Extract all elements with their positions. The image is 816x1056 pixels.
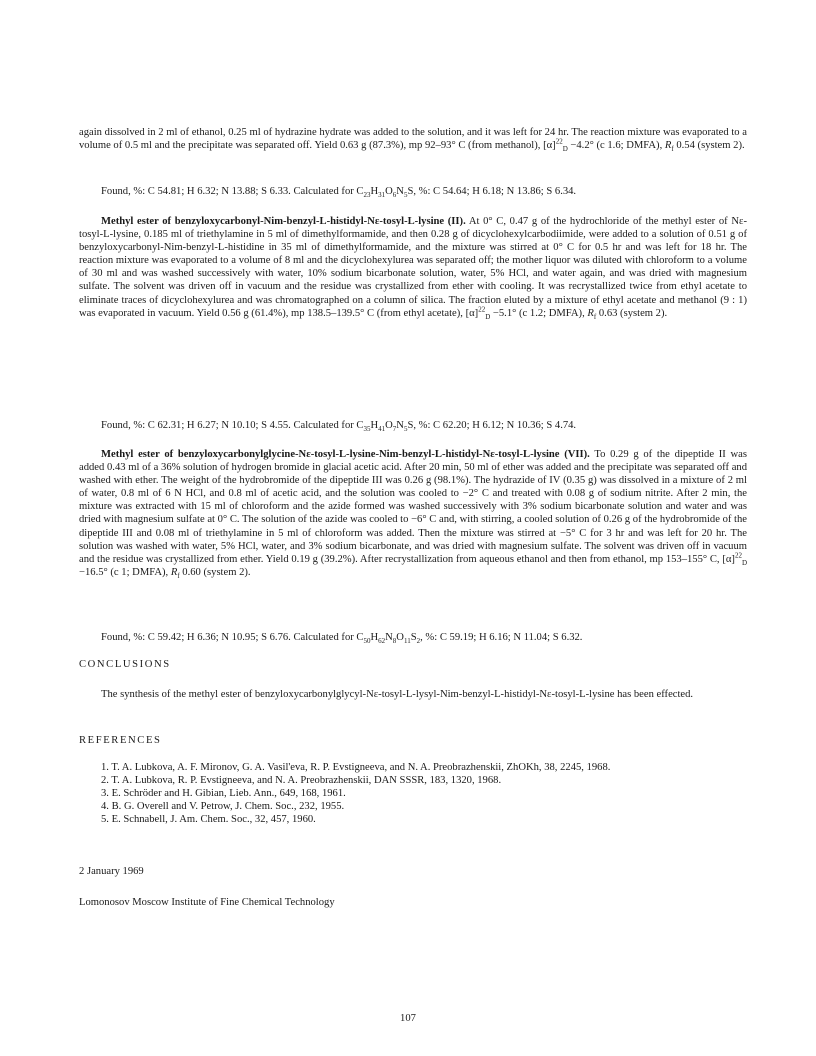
formula-subscript: 7 [392, 425, 397, 434]
formula-element: O [385, 420, 393, 431]
paragraph-text: 0.63 (system 2). [596, 307, 668, 319]
paragraph-text: −5.1° (c 1.2; DMFA), [490, 307, 588, 319]
formula-subscript: 8 [392, 637, 397, 646]
formula-element: N [396, 420, 404, 431]
formula-element: N [396, 186, 404, 197]
paragraph-text: again dissolved in 2 ml of ethanol, 0.25 ml of hydrazine hydrate was added to the solution, and it was left for 24 hr. The reaction mixture was evaporated to a volume of 0.5 ml and the precipitate was separated off. Yield 0.63 g (87.3%), mp 92–93° C (from methanol), [α] [79, 127, 747, 152]
formula-element: H [370, 186, 379, 197]
institution-text: Lomonosov Moscow Institute of Fine Chemical Technology [79, 897, 335, 908]
formula-subscript: 23 [363, 191, 371, 200]
rf-subscript: f [177, 571, 180, 580]
page-number: 107 [400, 1013, 416, 1024]
formula-element: H [370, 420, 379, 431]
section-heading: REFERENCES [79, 735, 162, 746]
rotation-temp: 22 [478, 305, 486, 314]
compound-heading: Methyl ester of benzyloxycarbonylglycine-Nε-tosyl-L-lysine-Nim-benzyl-L-histidyl-Nε-tosyl-L-lysine (VII). [101, 449, 590, 460]
rf-symbol: R [587, 307, 594, 319]
analysis-text: S, %: C 54.64; H 6.18; N 13.86; S 6.34. [407, 186, 577, 197]
paragraph-text: −4.2° (c 1.6; DMFA), [567, 140, 665, 152]
experiment-compound-ii [79, 215, 747, 320]
rotation-line: D [562, 145, 568, 154]
formula-subscript: 2 [416, 637, 421, 646]
paragraph-text: To 0.29 g of the dipeptide II was added 0.43 ml of a 36% solution of hydrogen bromide in glacial acetic acid. After 20 min, 50 ml of ether was added and the precipitate was separated off and washed with ether. The weight of the hydrobromide of the dipeptide III was 0.26 g (98.1%). The hydrazide of IV (0.35 g) was dissolved in a mixture of 2 ml of water, 0.8 ml of 6 N HCl, and 0.8 ml of acetic acid, and the solution was cooled to −2° C and treated with 0.08 g of sodium nitrite. After 2 min, the mixture was extracted with 15 ml of chloroform and the azide formed was washed successively with 3% sodium bicarbonate solution and water and was dried with magnesium sulfate at 0° C. The solution of the azide was cooled to −6° C and, with stirring, a cooled solution of 0.26 g of the hydrobromide of the dipeptide III and 0.08 ml of triethylamine in 5 ml of chloroform was added. Then the mixture was stirred at −5° C for 3 hr and was left for 20 hr. The solution was washed with water, 5% HCl, water, and 3% sodium bicarbonate, and was dried with magnesium sulfate. The solvent was driven off in vacuum and the residue was crystallized from ether. Yield 0.19 g (39.2%). After recrystallization from aqueous ethanol and then from ethanol, mp 153–155° C, [α] [79, 449, 747, 565]
rf-subscript: f [593, 312, 597, 321]
references-heading [79, 734, 747, 747]
analysis-line-3 [79, 631, 747, 644]
formula-subscript: 6 [392, 191, 397, 200]
reference-item: 4. B. G. Overell and V. Petrow, J. Chem. Soc., 232, 1955. [101, 801, 345, 813]
conclusions-body [79, 688, 747, 701]
rotation-temp: 22 [734, 551, 742, 560]
analysis-text: Found, %: C 62.31; H 6.27; N 10.10; S 4.55. Calculated for C [101, 420, 364, 431]
institution [79, 896, 747, 909]
formula-subscript: 5 [403, 425, 408, 434]
reference-item: 2. T. A. Lubkova, R. P. Evstigneeva, and N. A. Preobrazhenskii, DAN SSSR, 183, 1320, 1968. [101, 775, 502, 787]
section-heading: CONCLUSIONS [79, 659, 171, 670]
paragraph-text: −16.5° (c 1; DMFA), [79, 566, 171, 578]
formula-element: O [385, 186, 393, 197]
paragraph-text: 0.54 (system 2). [673, 140, 745, 152]
rotation-line: D [741, 558, 747, 567]
analysis-text: Found, %: C 54.81; H 6.32; N 13.88; S 6.33. Calculated for C [101, 186, 364, 197]
formula-element: O [396, 632, 404, 643]
formula-subscript: 31 [378, 191, 386, 200]
rf-subscript: f [671, 145, 674, 154]
formula-subscript: 11 [403, 637, 411, 646]
compound-heading: Methyl ester of benzyloxycarbonyl-Nim-benzyl-L-histidyl-Nε-tosyl-L-lysine (II). [101, 216, 466, 227]
analysis-line-2 [79, 419, 747, 432]
formula-subscript: 41 [378, 425, 386, 434]
rf-symbol: R [170, 566, 178, 578]
rotation-temp: 22 [555, 137, 563, 146]
paragraph-continuation [79, 126, 747, 152]
formula-subscript: 35 [363, 425, 371, 434]
formula-subscript: 50 [363, 637, 371, 646]
paragraph-text: At 0° C, 0.47 g of the hydrochloride of the methyl ester of Nε-tosyl-L-lysine, 0.185 ml of triethylamine in 5 ml of dimethylformamide, and then 0.28 g of dicyclohexylcarbodiimide, were added to a solution of 0.51 g of benzyloxycarbonyl-Nim-benzyl-L-histidine in 35 ml of dimethylformamide, and the mixture was stirred at 0° C for 0.5 hr and was left for 18 hr. The reaction mixture was evaporated to a volume of 8 ml and the dicyclohexylurea was separated off; the mother liquor was diluted with chloroform to a volume of 30 ml and was washed successively with water, 10% sodium bicarbonate solution, water, 5% HCl, and water again, and was dried with magnesium sulfate. The solvent was driven off in vacuum and the residue was crystallized from ether with cooling. It was recrystallized twice from ethyl acetate to eliminate traces of dicyclohexylurea and was chromatographed on a column of silica. The fraction eluted by a mixture of ethyl acetate and methanol (9 : 1) was evaporated in vacuum. Yield 0.56 g (61.4%), mp 138.5–139.5° C (from ethyl acetate), [α] [79, 216, 747, 319]
analysis-text: , %: C 59.19; H 6.16; N 11.04; S 6.32. [420, 632, 583, 643]
conclusions-text: The synthesis of the methyl ester of benzyloxycarbonylglycyl-Nε-tosyl-L-lysyl-Nim-benzyl-L-histidyl-Nε-tosyl-L-lysine has been effected. [101, 689, 694, 700]
analysis-text: Found, %: C 59.42; H 6.36; N 10.95; S 6.76. Calculated for C [101, 632, 364, 643]
date-text: 2 January 1969 [79, 866, 144, 877]
analysis-text: S, %: C 62.20; H 6.12; N 10.36; S 4.74. [407, 420, 577, 431]
rotation-line: D [485, 312, 491, 321]
reference-item: 5. E. Schnabell, J. Am. Chem. Soc., 32, 457, 1960. [101, 814, 316, 826]
reference-item: 3. E. Schröder and H. Gibian, Lieb. Ann., 649, 168, 1961. [101, 788, 346, 800]
formula-subscript: 5 [403, 191, 408, 200]
paragraph-text: 0.60 (system 2). [179, 566, 251, 578]
formula-element: H [370, 632, 379, 643]
analysis-line-1 [79, 185, 747, 198]
conclusions-heading [79, 658, 747, 671]
experiment-compound-vii [79, 448, 747, 579]
formula-element: N [385, 632, 393, 643]
rf-symbol: R [664, 140, 672, 152]
formula-element: S [410, 632, 417, 643]
reference-item: 1. T. A. Lubkova, A. F. Mironov, G. A. Vasil'eva, R. P. Evstigneeva, and N. A. Preobrazhenskii, ZhOKh, 38, 2245, 1968. [101, 762, 611, 773]
references-list [79, 761, 747, 826]
formula-subscript: 62 [378, 637, 386, 646]
received-date [79, 865, 747, 878]
